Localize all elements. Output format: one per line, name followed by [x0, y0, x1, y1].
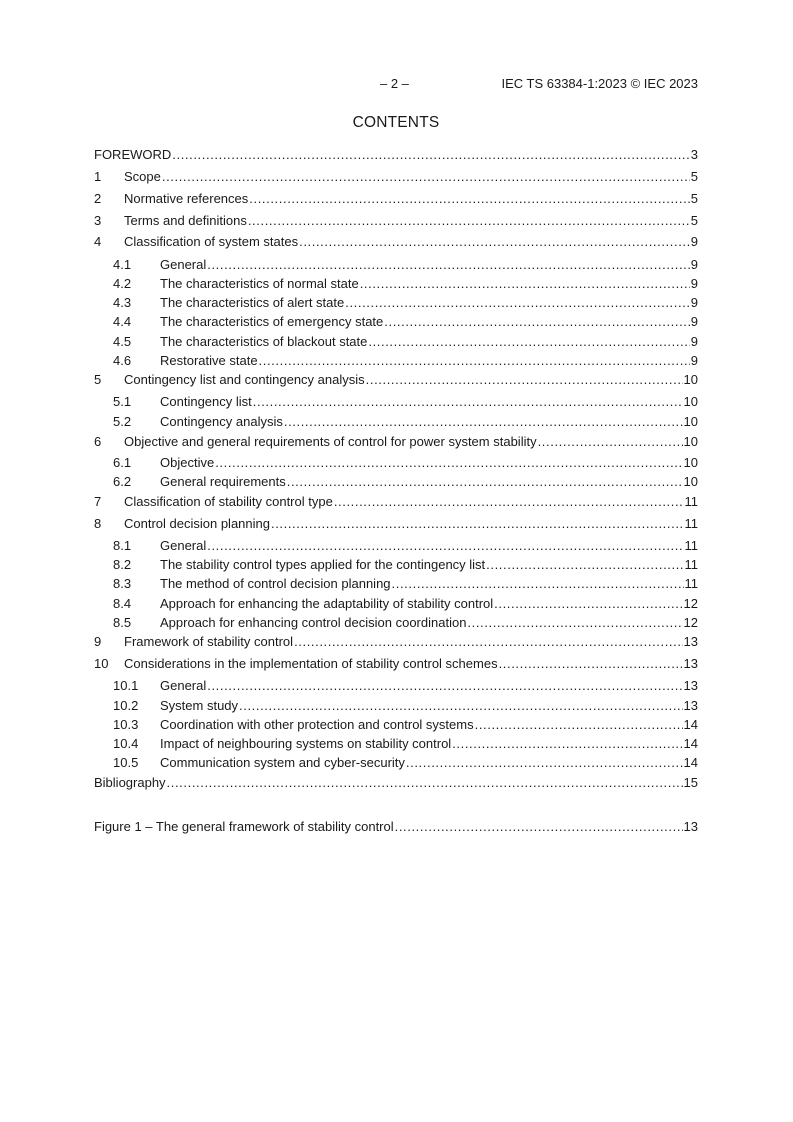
toc-label: Approach for enhancing control decision coordination [160, 615, 467, 630]
toc-entry-10-1[interactable] [94, 676, 698, 694]
toc-number: 5 [94, 372, 102, 387]
toc-label: Contingency analysis [160, 414, 283, 429]
toc-label: Impact of neighbouring systems on stability control [160, 736, 452, 751]
toc-number: 4.1 [113, 257, 132, 272]
toc-number: 8.4 [113, 596, 132, 611]
toc-entry-5-1[interactable] [94, 392, 698, 410]
toc-page: 5 [690, 213, 698, 228]
toc-number: 8.2 [113, 557, 132, 572]
toc-number: 4.3 [113, 295, 132, 310]
toc-number: 4.4 [113, 314, 132, 329]
toc-number: 8 [94, 516, 102, 531]
dot-leader [253, 394, 683, 410]
toc-entry-8-4[interactable] [94, 594, 698, 612]
dot-leader [366, 372, 683, 388]
toc-page: 11 [684, 538, 698, 553]
toc-label: FOREWORD [94, 147, 172, 162]
dot-leader [499, 656, 683, 672]
toc-label: The stability control types applied for the contingency list [160, 557, 486, 572]
toc-label: The characteristics of emergency state [160, 314, 384, 329]
toc-label: Classification of stability control type [124, 494, 333, 509]
toc-page: 12 [683, 615, 698, 630]
toc-number: 5.2 [113, 414, 132, 429]
toc-entry-4-6[interactable] [94, 351, 698, 369]
toc-number: 9 [94, 634, 102, 649]
toc-page: 5 [690, 191, 698, 206]
toc-entry-5-2[interactable] [94, 412, 698, 430]
dot-leader [486, 557, 683, 573]
toc-number: 10.1 [113, 678, 139, 693]
dot-leader [172, 147, 689, 163]
dot-leader [207, 538, 683, 554]
toc-number: 4.5 [113, 334, 132, 349]
dot-leader [345, 295, 690, 311]
toc-page: 9 [690, 295, 698, 310]
toc-label: Classification of system states [124, 234, 299, 249]
toc-page: 10 [683, 434, 698, 449]
page-title: CONTENTS [352, 114, 440, 131]
toc-page: 9 [690, 353, 698, 368]
toc-label: Contingency list and contingency analysis [124, 372, 365, 387]
toc-label: Figure 1 – The general framework of stability control [94, 819, 394, 834]
toc-page: 14 [683, 736, 698, 751]
toc-label: System study [160, 698, 239, 713]
toc-label: Objective and general requirements of control for power system stability [124, 434, 537, 449]
dot-leader [271, 516, 684, 532]
toc-entry-4-5[interactable] [94, 332, 698, 350]
toc-page: 14 [683, 717, 698, 732]
toc-page: 13 [683, 656, 698, 671]
toc-label: Approach for enhancing the adaptability of stability control [160, 596, 494, 611]
toc-number: 4 [94, 234, 102, 249]
toc-entry-1[interactable] [94, 167, 698, 185]
dot-leader [287, 474, 683, 490]
document-id: IEC TS 63384-1:2023 © IEC 2023 [501, 76, 698, 91]
toc-entry-4-4[interactable] [94, 312, 698, 330]
toc-entry-bibliography[interactable] [94, 773, 698, 791]
toc-page: 10 [683, 394, 698, 409]
toc-page: 11 [684, 557, 698, 572]
toc-label: The method of control decision planning [160, 576, 391, 591]
toc-entry-8-1[interactable] [94, 536, 698, 554]
dot-leader [239, 698, 683, 714]
toc-entry-8-5[interactable] [94, 613, 698, 631]
dot-leader [538, 434, 683, 450]
toc-entry-9[interactable] [94, 632, 698, 650]
toc-entry-10-3[interactable] [94, 715, 698, 733]
dot-leader [284, 414, 683, 430]
toc-entry-10-2[interactable] [94, 696, 698, 714]
dot-leader [384, 314, 690, 330]
toc-number: 1 [94, 169, 102, 184]
toc-page: 10 [683, 414, 698, 429]
toc-label: Bibliography [94, 775, 166, 790]
toc-page: 10 [683, 372, 698, 387]
toc-number: 10.5 [113, 755, 139, 770]
toc-label: General [160, 678, 207, 693]
toc-page: 11 [684, 516, 698, 531]
toc-entry-2[interactable] [94, 189, 698, 207]
dot-leader [259, 353, 690, 369]
toc-entry-6[interactable] [94, 432, 698, 450]
dot-leader [368, 334, 689, 350]
toc-entry-8[interactable] [94, 514, 698, 532]
dot-leader [294, 634, 682, 650]
toc-entry-figure-1[interactable] [94, 817, 698, 835]
dot-leader [467, 615, 682, 631]
toc-page: 12 [683, 596, 698, 611]
toc-page: 3 [690, 147, 698, 162]
toc-entry-4-2[interactable] [94, 274, 698, 292]
toc-page: 10 [683, 474, 698, 489]
toc-label: Coordination with other protection and control systems [160, 717, 474, 732]
toc-number: 8.3 [113, 576, 132, 591]
toc-number: 10 [94, 656, 109, 671]
toc-entry-8-2[interactable] [94, 555, 698, 573]
dot-leader [334, 494, 684, 510]
toc-number: 4.2 [113, 276, 132, 291]
toc-page: 11 [684, 576, 698, 591]
toc-number: 5.1 [113, 394, 132, 409]
toc-entry-10-4[interactable] [94, 734, 698, 752]
dot-leader [207, 257, 690, 273]
toc-page: 5 [690, 169, 698, 184]
toc-label: Framework of stability control [124, 634, 294, 649]
toc-label: General requirements [160, 474, 286, 489]
toc-entry-6-2[interactable] [94, 472, 698, 490]
page-header [94, 76, 698, 92]
dot-leader [299, 234, 690, 250]
toc-entry-foreword[interactable] [94, 145, 698, 163]
dot-leader [494, 596, 682, 612]
toc-page: 9 [690, 257, 698, 272]
toc-page: 13 [683, 634, 698, 649]
toc-entry-10[interactable] [94, 654, 698, 672]
toc-page: 9 [690, 276, 698, 291]
toc-label: The characteristics of alert state [160, 295, 345, 310]
dot-leader [392, 576, 684, 592]
dot-leader [360, 276, 690, 292]
toc-number: 8.5 [113, 615, 132, 630]
toc-label: General [160, 257, 207, 272]
toc-entry-10-5[interactable] [94, 753, 698, 771]
toc-number: 7 [94, 494, 102, 509]
toc-entry-3[interactable] [94, 211, 698, 229]
toc-page: 14 [683, 755, 698, 770]
toc-entry-8-3[interactable] [94, 574, 698, 592]
toc-label: General [160, 538, 207, 553]
toc-number: 4.6 [113, 353, 132, 368]
toc-label: Control decision planning [124, 516, 270, 531]
toc-label: Considerations in the implementation of stability control schemes [124, 656, 498, 671]
dot-leader [248, 213, 690, 229]
toc-label: Contingency list [160, 394, 252, 409]
toc-label: Terms and definitions [124, 213, 247, 228]
toc-page: 11 [684, 494, 698, 509]
toc-label: Restorative state [160, 353, 258, 368]
toc-page: 13 [683, 819, 698, 834]
toc-label: The characteristics of normal state [160, 276, 359, 291]
toc-page: 9 [690, 334, 698, 349]
toc-entry-5[interactable] [94, 370, 698, 388]
toc-page: 9 [690, 234, 698, 249]
toc-label: Objective [160, 455, 215, 470]
toc-entry-7[interactable] [94, 492, 698, 510]
toc-number: 3 [94, 213, 102, 228]
toc-page: 10 [683, 455, 698, 470]
toc-entry-4-1[interactable] [94, 255, 698, 273]
dot-leader [395, 819, 683, 835]
toc-page: 9 [690, 314, 698, 329]
toc-number: 10.4 [113, 736, 139, 751]
dot-leader [475, 717, 683, 733]
toc-number: 10.2 [113, 698, 139, 713]
toc-page: 13 [683, 678, 698, 693]
toc-number: 6.1 [113, 455, 132, 470]
dot-leader [249, 191, 689, 207]
page-number: – 2 – [380, 76, 409, 91]
toc-entry-4[interactable] [94, 232, 698, 250]
dot-leader [452, 736, 682, 752]
toc-label: Scope [124, 169, 161, 184]
toc-number: 8.1 [113, 538, 132, 553]
toc-label: Communication system and cyber-security [160, 755, 405, 770]
toc-entry-6-1[interactable] [94, 453, 698, 471]
toc-number: 10.3 [113, 717, 139, 732]
dot-leader [167, 775, 683, 791]
toc-entry-4-3[interactable] [94, 293, 698, 311]
toc-label: Normative references [124, 191, 249, 206]
dot-leader [207, 678, 682, 694]
toc-label: The characteristics of blackout state [160, 334, 368, 349]
toc-page: 13 [683, 698, 698, 713]
toc-number: 2 [94, 191, 102, 206]
toc-number: 6.2 [113, 474, 132, 489]
dot-leader [406, 755, 683, 771]
toc-number: 6 [94, 434, 102, 449]
dot-leader [215, 455, 682, 471]
dot-leader [162, 169, 690, 185]
toc-page: 15 [683, 775, 698, 790]
